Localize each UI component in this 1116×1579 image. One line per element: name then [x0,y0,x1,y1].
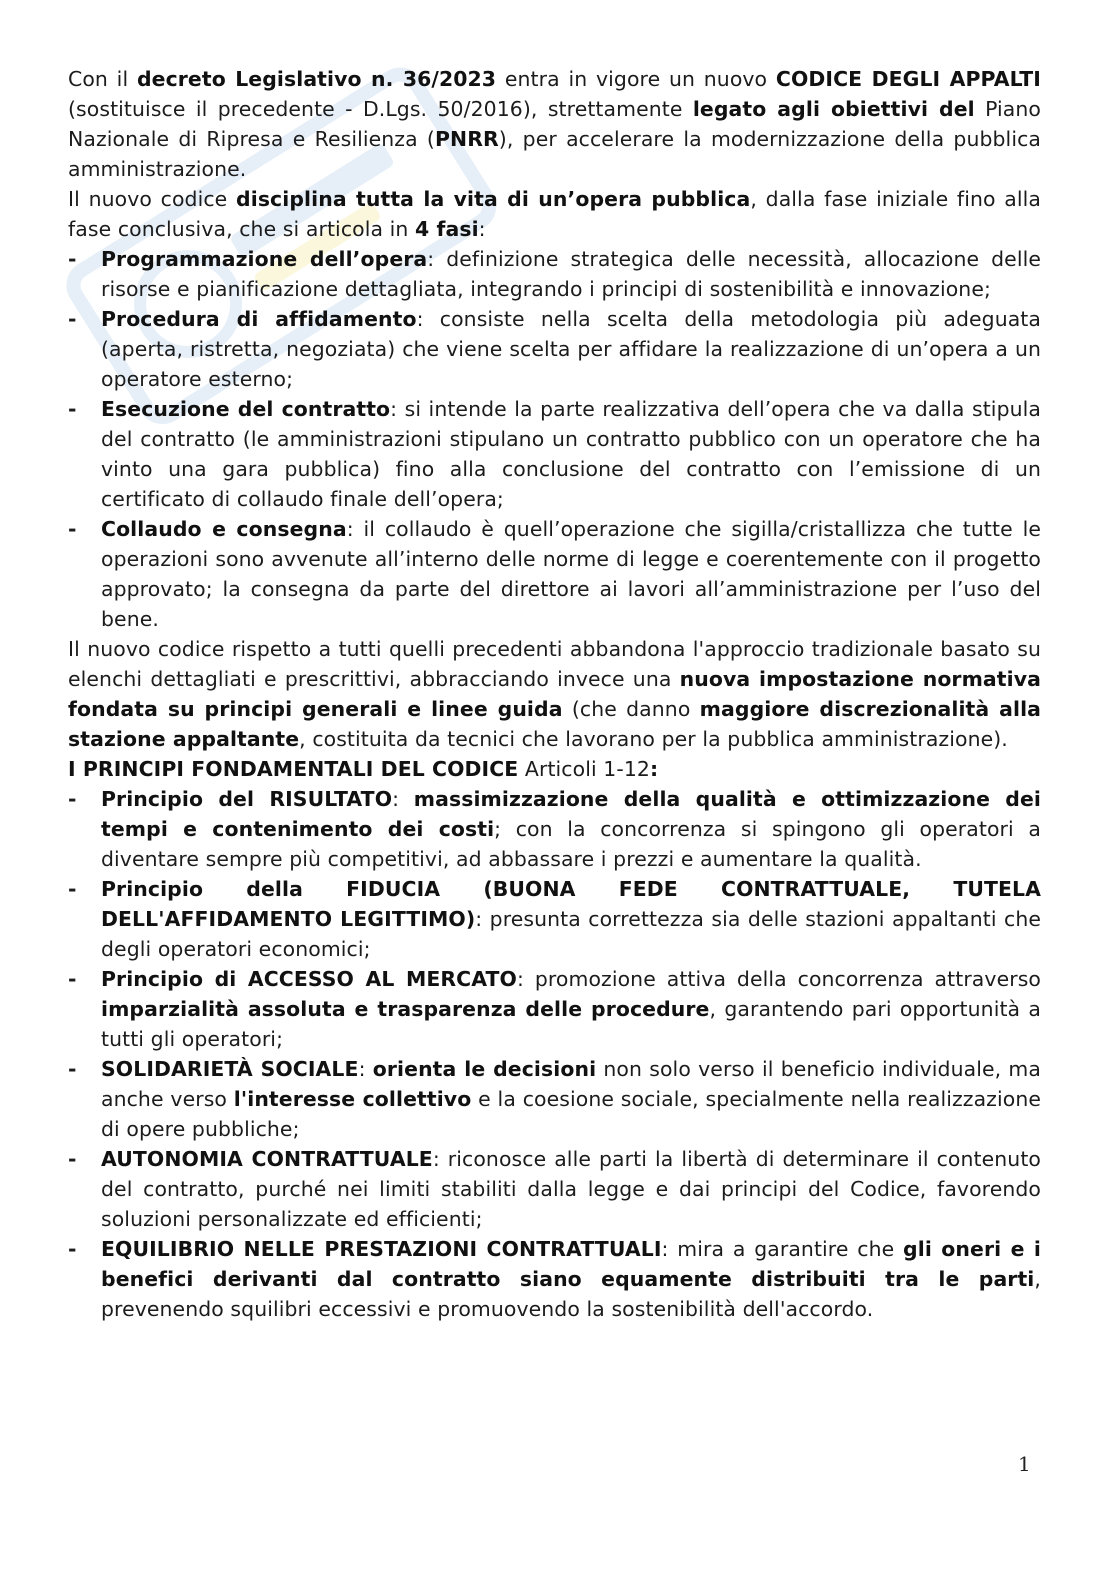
bold-text: 4 fasi [415,217,479,241]
phases-item [68,244,1041,304]
principles-item [68,1234,1041,1324]
bold-text: imparzialità assoluta e trasparenza delle procedure [101,997,710,1021]
bold-text: nuova impostazione normativa fondata su principi generali e linee guida [68,667,1041,721]
text-run: Articoli 1-12 [518,757,650,781]
bullet-dash-icon: - [68,397,77,421]
text-run: ; con la concorrenza si spingono gli operatori a diventare sempre più competitivi, ad abbassare i prezzi e aumentare la qualità. [101,817,1041,871]
bold-text: : [649,757,659,781]
bold-text: Principio del RISULTATO [101,787,393,811]
text-run: entra in vigore un nuovo [496,67,776,91]
bold-text: massimizzazione della qualità e ottimizzazione dei tempi e contenimento dei costi [101,787,1041,841]
text-run: : promozione attiva della concorrenza attraverso [517,967,1041,991]
bullet-dash-icon: - [68,1237,77,1261]
text-run: ), per accelerare la modernizzazione della pubblica amministrazione. [68,127,1041,181]
text-run: : [358,1057,373,1081]
text-run: , prevenendo squilibri eccessivi e promuovendo la sostenibilità dell'accordo. [101,1267,1041,1321]
bold-text: disciplina tutta la vita di un’opera pubblica [236,187,751,211]
text-run: Con il [68,67,137,91]
bold-text: decreto Legislativo n. 36/2023 [136,67,497,91]
principles-item [68,1144,1041,1234]
phases-item [68,304,1041,394]
bullet-dash-icon: - [68,967,77,991]
bullet-dash-icon: - [68,517,77,541]
bold-text: gli oneri e i benefici derivanti dal contratto siano equamente distribuiti tra le parti [101,1237,1042,1291]
phases-list [68,244,1041,634]
text-run: : [392,787,414,811]
bullet-dash-icon: - [68,1057,77,1081]
bold-text: orienta le decisioni [372,1057,597,1081]
text-run: (sostituisce il precedente - D.Lgs. 50/2016), strettamente [68,97,693,121]
phases-item [68,514,1041,634]
bold-text: l'interesse collettivo [233,1087,472,1111]
text-run: non solo verso il beneficio individuale, ma anche verso [101,1057,1041,1111]
text-run: : mira a garantire che [661,1237,904,1261]
middle-section [68,634,1041,784]
text-run: : definizione strategica delle necessità, allocazione delle risorse e pianificazione dettagliata, integrando i principi di sostenibilità e innovazione; [101,247,1041,301]
bullet-dash-icon: - [68,247,77,271]
intro-paragraph [68,64,1041,184]
text-run: , dalla fase iniziale fino alla fase conclusiva, che si articola in [68,187,1041,241]
text-run: , costituita da tecnici che lavorano per la pubblica amministrazione). [299,727,1008,751]
phases-item [68,394,1041,514]
bold-text: maggiore discrezionalità alla stazione appaltante [68,697,1042,751]
bold-text: CODICE DEGLI APPALTI [775,67,1041,91]
middle-paragraph [68,754,1041,784]
bold-text: EQUILIBRIO NELLE PRESTAZIONI CONTRATTUALI [101,1237,662,1261]
bold-text: Procedura di affidamento [101,307,417,331]
text-run: (che danno [562,697,700,721]
text-run: : presunta correttezza sia delle stazioni appaltanti che degli operatori economici; [101,907,1041,961]
bullet-dash-icon: - [68,1147,77,1171]
text-run: : riconosce alle parti la libertà di determinare il contenuto del contratto, purché nei limiti stabiliti dalla legge e dai principi del Codice, favorendo soluzioni personalizzate ed efficienti; [101,1147,1041,1231]
bold-text: I PRINCIPI FONDAMENTALI DEL CODICE [68,757,519,781]
bullet-dash-icon: - [68,307,77,331]
principles-list [68,784,1041,1324]
text-run: Il nuovo codice [68,187,237,211]
bold-text: Principio di ACCESSO AL MERCATO [101,967,517,991]
bullet-dash-icon: - [68,787,77,811]
bold-text: Principio della FIDUCIA (BUONA FEDE CONTRATTUALE, TUTELA DELL'AFFIDAMENTO LEGITTIMO) [101,877,1041,931]
text-run: : il collaudo è quell’operazione che sigilla/cristallizza che tutte le operazioni sono avvenute all’interno delle norme di legge e coerentemente con il progetto approvato; la consegna da parte del direttore ai lavori all’amministrazione per l’uso del bene. [101,517,1041,631]
middle-paragraph [68,634,1041,754]
bold-text: Programmazione dell’opera [101,247,428,271]
text-run: , garantendo pari opportunità a tutti gli operatori; [101,997,1041,1051]
principles-item [68,784,1041,874]
text-run: : consiste nella scelta della metodologia più adeguata (aperta, ristretta, negoziata) che viene scelta per affidare la realizzazione di un’opera a un operatore esterno; [101,307,1041,391]
bold-text: SOLIDARIETÀ SOCIALE [101,1057,359,1081]
bold-text: AUTONOMIA CONTRATTUALE [101,1147,433,1171]
principles-item [68,964,1041,1054]
intro-section [68,64,1041,244]
principles-item [68,1054,1041,1144]
bold-text: Collaudo e consegna [101,517,347,541]
principles-item [68,874,1041,964]
document-body [68,64,1041,1324]
intro-paragraph [68,184,1041,244]
bullet-dash-icon: - [68,877,77,901]
page-number: 1 [1018,1452,1031,1476]
text-run: : si intende la parte realizzativa dell’opera che va dalla stipula del contratto (le amministrazioni stipulano un contratto pubblico con un operatore che ha vinto una gara pubblica) fino alla conclusione del contratto con l’emissione di un certificato di collaudo finale dell’opera; [101,397,1041,511]
bold-text: PNRR [434,127,499,151]
text-run: Il nuovo codice rispetto a tutti quelli precedenti abbandona l'approccio tradizionale basato su elenchi dettagliati e prescrittivi, abbracciando invece una [68,637,1041,691]
text-run: e la coesione sociale, specialmente nella realizzazione di opere pubbliche; [101,1087,1041,1141]
bold-text: Esecuzione del contratto [101,397,391,421]
text-run: : [478,217,486,241]
bold-text: legato agli obiettivi del [692,97,975,121]
text-run: Piano Nazionale di Ripresa e Resilienza ( [68,97,1041,151]
